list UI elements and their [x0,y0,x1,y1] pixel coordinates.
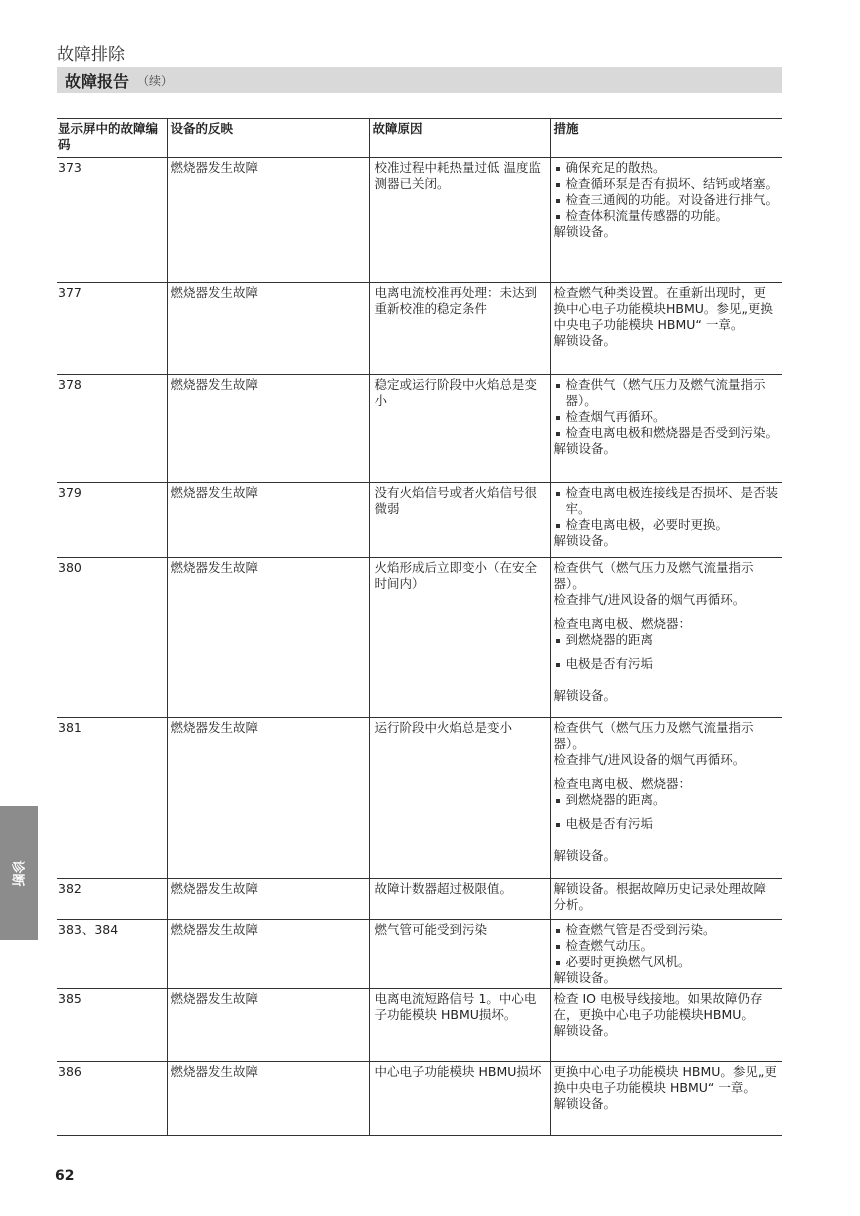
table-header-row [57,119,782,158]
device-reaction: 燃烧器发生故障 [167,158,369,283]
measures [550,879,782,920]
measure-text: 更换中心电子功能模块 HBMU。参见„更换中央电子功能模块 HBMU“ 一章。 [553,1064,777,1095]
page-number: 62 [55,1168,75,1184]
col-header-measures: 措施 [550,119,782,158]
measure-text: 检查排气/进风设备的烟气再循环。 [553,592,746,607]
list-item: 电极是否有污垢 [554,656,779,672]
spacer [554,608,779,616]
fault-cause: 运行阶段中火焰总是变小 [369,718,550,879]
chapter-banner [57,67,782,93]
fault-cause: 中心电子功能模块 HBMU损坏 [369,1062,550,1136]
list-item: 到燃烧器的距离。 [554,792,779,808]
spacer [554,768,779,776]
measures [550,718,782,879]
list-item: 检查体积流量传感器的功能。 [554,208,779,224]
measure-text: 检查电离电极、燃烧器： [553,616,692,631]
measure-list [554,816,779,832]
measure-text: 解锁设备。 [553,224,617,239]
fault-table [57,118,782,1136]
device-reaction: 燃烧器发生故障 [167,989,369,1062]
device-reaction: 燃烧器发生故障 [167,718,369,879]
measure-text: 解锁设备。 [553,1023,617,1038]
device-reaction: 燃烧器发生故障 [167,483,369,558]
fault-code: 386 [58,1064,82,1079]
measure-text: 检查燃气种类设置。在重新出现时，更换中心电子功能模块HBMU。参见„更换中央电子功能模块 HBMU“ 一章。 [553,285,773,332]
device-reaction: 燃烧器发生故障 [167,375,369,483]
fault-code: 385 [58,991,82,1006]
table-row [57,283,782,375]
list-item: 检查电离电极和燃烧器是否受到污染。 [554,425,779,441]
table-row [57,483,782,558]
list-item: 到燃烧器的距离 [554,632,779,648]
col-header-reaction: 设备的反映 [167,119,369,158]
list-item: 检查三通阀的功能。对设备进行排气。 [554,192,779,208]
fault-cause: 故障计数器超过极限值。 [369,879,550,920]
table-row [57,989,782,1062]
fault-code: 373 [58,160,82,175]
measures [550,989,782,1062]
fault-cause: 没有火焰信号或者火焰信号很微弱 [369,483,550,558]
fault-code: 377 [58,285,82,300]
measure-text: 解锁设备。 [553,333,617,348]
measures [550,283,782,375]
spacer [554,832,779,840]
fault-cause: 稳定或运行阶段中火焰总是变小 [369,375,550,483]
measure-list [554,922,779,970]
fault-code: 379 [58,485,82,500]
list-item: 检查电离电极连接线是否损坏、是否装牢。 [554,485,779,517]
list-item: 检查燃气管是否受到污染。 [554,922,779,938]
fault-cause: 电离电流校准再处理：未达到重新校准的稳定条件 [369,283,550,375]
col-header-code: 显示屏中的故障编码 [58,121,159,152]
measure-text: 解锁设备。 [553,533,617,548]
fault-cause: 火焰形成后立即变小（在安全时间内） [369,558,550,718]
fault-code: 383、384 [58,922,119,937]
measure-list [554,377,779,441]
list-item: 电极是否有污垢 [554,816,779,832]
chapter-subtitle: （续） [137,73,174,88]
measure-text: 解锁设备。 [553,441,617,456]
measure-text: 检查供气（燃气压力及燃气流量指示器）。 [553,560,754,591]
measure-text: 解锁设备。 [553,848,617,863]
measure-text: 解锁设备。 [553,688,617,703]
col-header-cause: 故障原因 [369,119,550,158]
list-item: 检查电离电极，必要时更换。 [554,517,779,533]
device-reaction: 燃烧器发生故障 [167,879,369,920]
spacer [554,672,779,680]
table-row [57,718,782,879]
measure-list [554,632,779,648]
measure-text: 解锁设备。根据故障历史记录处理故障分析。 [553,881,767,912]
fault-cause: 燃气管可能受到污染 [369,920,550,989]
fault-code: 382 [58,881,82,896]
measure-text: 检查供气（燃气压力及燃气流量指示器）。 [553,720,754,751]
side-tab-label: 诊断 [9,859,25,887]
measures [550,558,782,718]
measure-list [554,656,779,672]
measure-list [554,485,779,533]
list-item: 检查循环泵是否有损坏、结钙或堵塞。 [554,176,779,192]
measure-list [554,160,779,224]
measures [550,158,782,283]
list-item: 检查燃气动压。 [554,938,779,954]
device-reaction: 燃烧器发生故障 [167,283,369,375]
list-item: 必要时更换燃气风机。 [554,954,779,970]
fault-cause: 校准过程中耗热量过低 温度监测器已关闭。 [369,158,550,283]
fault-code: 380 [58,560,82,575]
fault-cause: 电离电流短路信号 1。中心电子功能模块 HBMU损坏。 [369,989,550,1062]
table-row [57,158,782,283]
table-row [57,558,782,718]
spacer [554,680,779,688]
measures [550,483,782,558]
spacer [554,840,779,848]
measures [550,1062,782,1136]
table-row [57,1062,782,1136]
list-item: 检查烟气再循环。 [554,409,779,425]
chapter-title: 故障报告 [65,71,130,91]
side-tab [0,806,38,940]
measure-text: 检查 IO 电极导线接地。如果故障仍存在，更换中心电子功能模块HBMU。 [553,991,763,1022]
device-reaction: 燃烧器发生故障 [167,558,369,718]
measure-text: 检查排气/进风设备的烟气再循环。 [553,752,746,767]
table-row [57,920,782,989]
device-reaction: 燃烧器发生故障 [167,920,369,989]
spacer [554,808,779,816]
measure-text: 检查电离电极、燃烧器： [553,776,692,791]
fault-code: 381 [58,720,82,735]
section-title: 故障排除 [57,45,125,65]
spacer [554,648,779,656]
fault-table-body [57,158,782,1136]
measures [550,920,782,989]
list-item: 检查供气（燃气压力及燃气流量指示器）。 [554,377,779,409]
list-item: 确保充足的散热。 [554,160,779,176]
measures [550,375,782,483]
fault-code: 378 [58,377,82,392]
table-row [57,879,782,920]
measure-list [554,792,779,808]
table-row [57,375,782,483]
measure-text: 解锁设备。 [553,970,617,985]
device-reaction: 燃烧器发生故障 [167,1062,369,1136]
measure-text: 解锁设备。 [553,1096,617,1111]
